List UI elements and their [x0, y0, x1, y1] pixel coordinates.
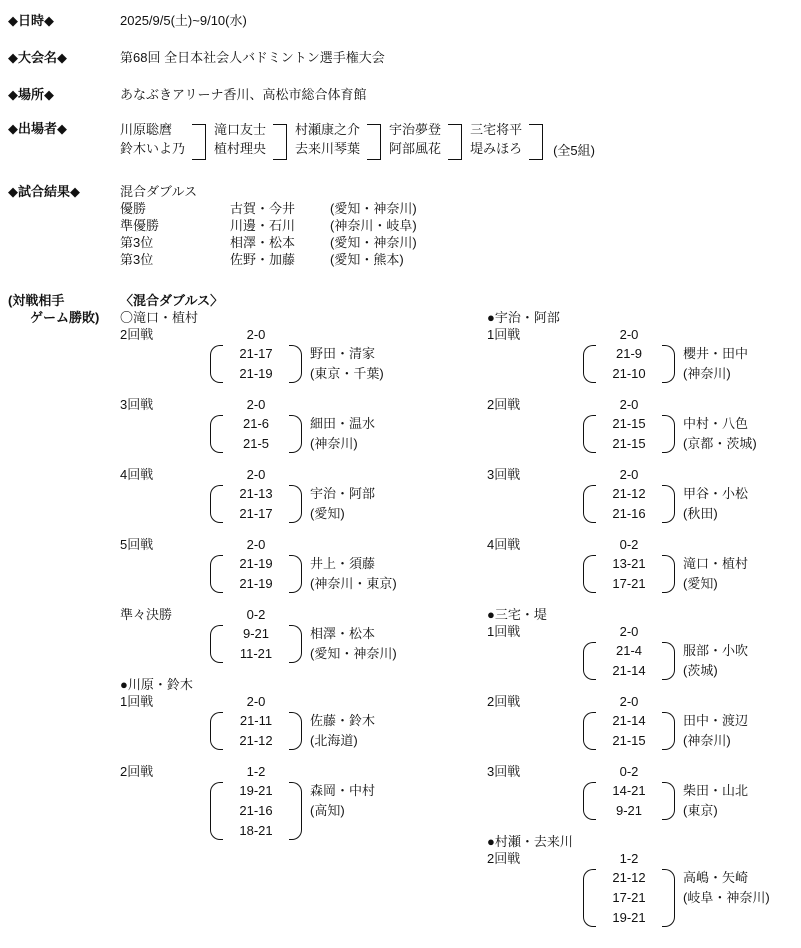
pair-bracket-shape [367, 124, 381, 160]
match-opponent [302, 414, 480, 454]
right-paren-shape [662, 869, 675, 927]
match-block [120, 606, 480, 664]
match-opponent [675, 484, 797, 524]
game-score: 19-21 [612, 910, 646, 925]
opponent-pair: 相澤・松本 [310, 626, 376, 641]
opponent-pair: 宇治・阿部 [310, 486, 376, 501]
match-opponent [675, 641, 797, 681]
result-row [120, 234, 417, 251]
left-paren-shape [210, 345, 223, 383]
match-opponent [302, 344, 480, 384]
result-pair: 佐野・加藤 [230, 252, 296, 267]
match-round: 2回戦 [487, 851, 521, 866]
participants-pairs [120, 120, 595, 160]
right-paren-shape [662, 712, 675, 750]
pairs-total: (全5組) [553, 143, 595, 158]
opponent-prefecture: (神奈川・東京) [310, 576, 397, 591]
results-label: ◆試合結果◆ [8, 184, 80, 199]
opponent-prefecture: (秋田) [683, 506, 718, 521]
pair-names [389, 120, 441, 160]
result-pair: 川邊・石川 [230, 218, 296, 233]
opponent-pair: 服部・小吹 [683, 643, 749, 658]
match-opponent [675, 868, 797, 928]
match-block [120, 326, 480, 384]
game-score: 21-13 [239, 486, 273, 501]
match-round: 2回戦 [120, 764, 154, 779]
pair-player-2: 阿部風花 [389, 141, 442, 156]
match-block [487, 396, 797, 454]
match-block [487, 763, 797, 821]
match-result: 2-0 [619, 467, 639, 482]
game-score: 11-21 [239, 646, 273, 661]
right-paren-shape [662, 345, 675, 383]
left-paren-shape [583, 415, 596, 453]
match-result: 2-0 [619, 694, 639, 709]
match-group-header: ●村瀬・去来川 [487, 834, 573, 849]
match-block [120, 693, 480, 751]
match-round: 3回戦 [487, 467, 521, 482]
venue-row [8, 86, 366, 103]
game-scores [223, 344, 289, 384]
game-score: 21-9 [615, 346, 643, 361]
opponent-prefecture: (愛知) [310, 506, 345, 521]
pair-player-1: 三宅将平 [470, 122, 523, 137]
left-paren-shape [583, 345, 596, 383]
game-score: 19-21 [239, 783, 273, 798]
opponent-pair: 野田・清家 [310, 346, 376, 361]
pair-names [470, 120, 522, 160]
match-round: 準々決勝 [120, 607, 173, 622]
game-score: 21-15 [612, 416, 646, 431]
right-paren-shape [662, 415, 675, 453]
match-group-header: ●川原・鈴木 [120, 677, 193, 692]
result-prefecture: (愛知・神奈川) [330, 235, 417, 250]
game-scores [223, 554, 289, 594]
opponent-pair: 高嶋・矢崎 [683, 870, 749, 885]
game-score: 21-6 [242, 416, 270, 431]
game-scores [223, 484, 289, 524]
results-rows [120, 200, 417, 268]
game-score: 21-15 [612, 436, 646, 451]
left-paren-shape [210, 555, 223, 593]
right-paren-shape [289, 782, 302, 840]
venue-label: ◆場所◆ [8, 87, 54, 102]
right-paren-shape [289, 555, 302, 593]
pair-player-2: 堤みほろ [470, 141, 523, 156]
left-paren-shape [210, 782, 223, 840]
result-prefecture: (愛知・神奈川) [330, 201, 417, 216]
match-result: 2-0 [619, 624, 639, 639]
left-paren-shape [583, 869, 596, 927]
event-name-value: 第68回 全日本社会人バドミントン選手権大会 [120, 50, 385, 65]
match-block [120, 763, 480, 841]
matches-label-line2: ゲーム勝敗) [30, 310, 100, 325]
game-score: 13-21 [612, 556, 646, 571]
game-scores [596, 554, 662, 594]
game-score: 21-10 [612, 366, 646, 381]
right-paren-shape [289, 625, 302, 663]
matches-left-column [120, 309, 480, 853]
result-rank: 優勝 [120, 201, 147, 216]
left-paren-shape [210, 485, 223, 523]
match-group-header: ●宇治・阿部 [487, 310, 560, 325]
left-paren-shape [210, 712, 223, 750]
results-table [120, 183, 417, 268]
opponent-pair: 田中・渡辺 [683, 713, 749, 728]
pair-player-2: 鈴木いよ乃 [120, 141, 186, 156]
right-paren-shape [662, 642, 675, 680]
opponent-pair: 佐藤・鈴木 [310, 713, 376, 728]
result-rank: 準優勝 [120, 218, 160, 233]
results-category: 混合ダブルス [120, 184, 198, 199]
match-group-header: 〇滝口・植村 [120, 310, 199, 325]
game-score: 21-11 [239, 713, 273, 728]
participants-label: ◆出場者◆ [8, 121, 67, 136]
match-result: 0-2 [619, 537, 639, 552]
match-round: 2回戦 [487, 397, 521, 412]
pair-names [120, 120, 185, 160]
opponent-pair: 柴田・山北 [683, 783, 749, 798]
game-score: 21-4 [615, 643, 643, 658]
match-result: 2-0 [246, 467, 266, 482]
left-paren-shape [583, 485, 596, 523]
pair-player-2: 植村理央 [214, 141, 267, 156]
opponent-prefecture: (北海道) [310, 733, 358, 748]
opponent-prefecture: (岐阜・神奈川) [683, 890, 770, 905]
game-score: 21-19 [239, 556, 273, 571]
game-scores [596, 344, 662, 384]
pair-names [214, 120, 266, 160]
match-block [487, 850, 797, 928]
venue-value: あなぶきアリーナ香川、高松市総合体育館 [120, 87, 367, 102]
match-round: 1回戦 [487, 624, 521, 639]
participant-pair [295, 120, 381, 160]
left-paren-shape [583, 555, 596, 593]
opponent-pair: 櫻井・田中 [683, 346, 749, 361]
game-score: 21-14 [612, 713, 646, 728]
game-scores [596, 484, 662, 524]
matches-label-line1: (対戦相手 [8, 293, 65, 308]
match-block [487, 466, 797, 524]
pair-bracket-shape [448, 124, 462, 160]
date-label: ◆日時◆ [8, 13, 54, 28]
matches-label [8, 292, 99, 326]
pair-bracket-shape [192, 124, 206, 160]
match-round: 2回戦 [487, 694, 521, 709]
match-block [487, 536, 797, 594]
game-score: 21-12 [612, 486, 646, 501]
match-result: 0-2 [619, 764, 639, 779]
game-scores [596, 781, 662, 821]
game-scores [596, 414, 662, 454]
opponent-prefecture: (神奈川) [310, 436, 358, 451]
opponent-pair: 細田・温水 [310, 416, 376, 431]
opponent-prefecture: (高知) [310, 803, 345, 818]
left-paren-shape [583, 642, 596, 680]
participants-row [8, 120, 595, 160]
right-paren-shape [289, 345, 302, 383]
match-round: 4回戦 [120, 467, 154, 482]
participant-pair [389, 120, 462, 160]
pair-player-2: 去来川琴葉 [295, 141, 361, 156]
match-opponent [675, 554, 797, 594]
game-scores [596, 868, 662, 928]
game-scores [223, 624, 289, 664]
match-result: 2-0 [246, 327, 266, 342]
match-group-header: ●三宅・堤 [487, 607, 547, 622]
right-paren-shape [289, 415, 302, 453]
match-block [487, 623, 797, 681]
match-opponent [302, 484, 480, 524]
opponent-pair: 滝口・植村 [683, 556, 749, 571]
right-paren-shape [289, 712, 302, 750]
game-score: 21-12 [612, 870, 646, 885]
result-row [120, 200, 417, 217]
opponent-pair: 中村・八色 [683, 416, 749, 431]
opponent-pair: 甲谷・小松 [683, 486, 749, 501]
game-scores [223, 711, 289, 751]
game-score: 14-21 [612, 783, 646, 798]
match-result: 2-0 [619, 397, 639, 412]
left-paren-shape [210, 625, 223, 663]
game-score: 21-17 [239, 346, 273, 361]
pair-bracket-shape [529, 124, 543, 160]
pair-names [295, 120, 360, 160]
game-score: 21-5 [242, 436, 270, 451]
match-opponent [302, 781, 480, 841]
pair-player-1: 宇治夢登 [389, 122, 442, 137]
game-score: 9-21 [615, 803, 643, 818]
match-result: 2-0 [246, 397, 266, 412]
left-paren-shape [583, 712, 596, 750]
left-paren-shape [583, 782, 596, 820]
match-result: 1-2 [619, 851, 639, 866]
opponent-prefecture: (茨城) [683, 663, 718, 678]
match-block [120, 536, 480, 594]
match-result: 2-0 [619, 327, 639, 342]
game-score: 21-12 [239, 733, 273, 748]
pair-player-1: 村瀬康之介 [295, 122, 361, 137]
game-score: 21-16 [239, 803, 273, 818]
match-block [120, 396, 480, 454]
opponent-prefecture: (神奈川) [683, 366, 731, 381]
result-row [120, 251, 417, 268]
opponent-prefecture: (京都・茨城) [683, 436, 757, 451]
match-result: 2-0 [246, 537, 266, 552]
opponent-prefecture: (東京・千葉) [310, 366, 384, 381]
event-name-label: ◆大会名◆ [8, 50, 67, 65]
right-paren-shape [662, 555, 675, 593]
match-round: 5回戦 [120, 537, 154, 552]
game-score: 21-14 [612, 663, 646, 678]
game-score: 18-21 [239, 823, 273, 838]
pair-player-1: 川原聡麿 [120, 122, 173, 137]
game-score: 17-21 [612, 890, 646, 905]
match-round: 4回戦 [487, 537, 521, 552]
match-round: 1回戦 [120, 694, 154, 709]
participant-pair [214, 120, 287, 160]
result-rank: 第3位 [120, 235, 154, 250]
match-opponent [302, 624, 480, 664]
match-block [120, 466, 480, 524]
game-score: 21-19 [239, 366, 273, 381]
game-scores [596, 641, 662, 681]
match-round: 2回戦 [120, 327, 154, 342]
opponent-prefecture: (愛知・神奈川) [310, 646, 397, 661]
result-prefecture: (神奈川・岐阜) [330, 218, 417, 233]
match-opponent [675, 711, 797, 751]
game-score: 21-15 [612, 733, 646, 748]
opponent-prefecture: (東京) [683, 803, 718, 818]
game-scores [223, 781, 289, 841]
match-opponent [302, 711, 480, 751]
left-paren-shape [210, 415, 223, 453]
match-round: 1回戦 [487, 327, 521, 342]
match-result: 0-2 [246, 607, 266, 622]
date-row [8, 12, 247, 29]
result-pair: 相澤・松本 [230, 235, 296, 250]
match-result: 1-2 [246, 764, 266, 779]
match-round: 3回戦 [487, 764, 521, 779]
opponent-prefecture: (愛知) [683, 576, 718, 591]
match-block [487, 693, 797, 751]
game-score: 21-19 [239, 576, 273, 591]
participant-pair [470, 120, 543, 160]
pair-bracket-shape [273, 124, 287, 160]
match-block [487, 326, 797, 384]
opponent-pair: 森岡・中村 [310, 783, 376, 798]
matches-right-column [487, 309, 797, 940]
game-score: 17-21 [612, 576, 646, 591]
game-scores [596, 711, 662, 751]
opponent-prefecture: (神奈川) [683, 733, 731, 748]
right-paren-shape [662, 485, 675, 523]
match-opponent [302, 554, 480, 594]
match-opponent [675, 344, 797, 384]
game-scores [223, 414, 289, 454]
pair-player-1: 滝口友士 [214, 122, 267, 137]
date-value: 2025/9/5(土)~9/10(水) [120, 13, 247, 28]
results-row [8, 183, 417, 268]
match-round: 3回戦 [120, 397, 154, 412]
match-opponent [675, 781, 797, 821]
event-name-row [8, 49, 385, 66]
result-row [120, 217, 417, 234]
matches-category: 〈混合ダブルス〉 [120, 293, 224, 308]
result-prefecture: (愛知・熊本) [330, 252, 404, 267]
game-score: 9-21 [242, 626, 270, 641]
right-paren-shape [662, 782, 675, 820]
game-score: 21-17 [239, 506, 273, 521]
game-score: 21-16 [612, 506, 646, 521]
result-rank: 第3位 [120, 252, 154, 267]
right-paren-shape [289, 485, 302, 523]
match-result: 2-0 [246, 694, 266, 709]
match-opponent [675, 414, 797, 454]
participant-pair [120, 120, 206, 160]
result-pair: 古賀・今井 [230, 201, 296, 216]
opponent-pair: 井上・須藤 [310, 556, 376, 571]
